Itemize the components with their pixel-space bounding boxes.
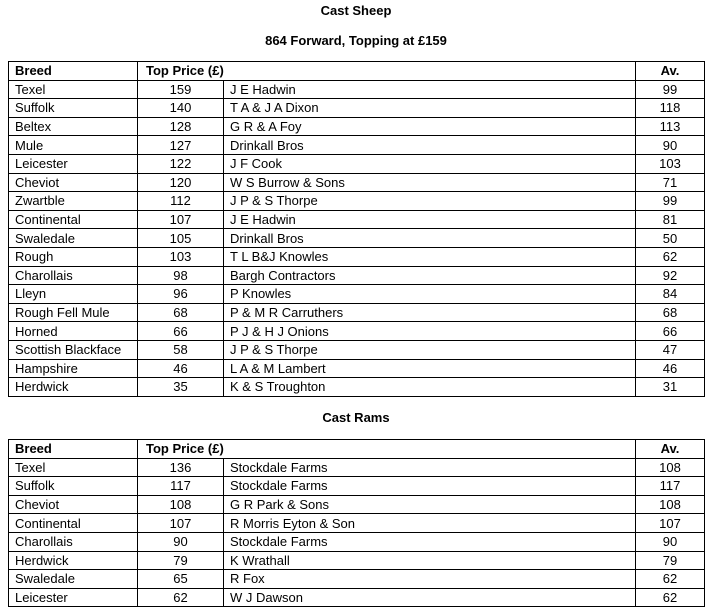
top-price-cell: 136 (138, 458, 224, 477)
top-price-cell: 66 (138, 322, 224, 341)
table-row (9, 136, 705, 155)
average-cell: 84 (636, 285, 705, 304)
breed-cell: Rough Fell Mule (9, 303, 138, 322)
buyer-cell: Drinkall Bros (224, 229, 636, 248)
buyer-cell: Drinkall Bros (224, 136, 636, 155)
buyer-cell: K Wrathall (224, 551, 636, 570)
buyer-cell: T L B&J Knowles (224, 247, 636, 266)
breed-cell: Hampshire (9, 359, 138, 378)
buyer-cell: L A & M Lambert (224, 359, 636, 378)
table-row (9, 588, 705, 607)
top-price-cell: 65 (138, 570, 224, 589)
table-row (9, 378, 705, 397)
average-cell: 90 (636, 532, 705, 551)
breed-cell: Leicester (9, 154, 138, 173)
header-average: Av. (636, 440, 705, 459)
top-price-cell: 159 (138, 80, 224, 99)
cast-rams-table (8, 439, 705, 607)
buyer-cell: J F Cook (224, 154, 636, 173)
top-price-cell: 68 (138, 303, 224, 322)
top-price-cell: 90 (138, 532, 224, 551)
top-price-cell: 46 (138, 359, 224, 378)
buyer-cell: R Morris Eyton & Son (224, 514, 636, 533)
average-cell: 71 (636, 173, 705, 192)
average-cell: 50 (636, 229, 705, 248)
buyer-cell: T A & J A Dixon (224, 99, 636, 118)
header-buyer (224, 62, 636, 81)
table-row (9, 340, 705, 359)
table-header-row (9, 62, 705, 81)
top-price-cell: 107 (138, 514, 224, 533)
average-cell: 92 (636, 266, 705, 285)
buyer-cell: J E Hadwin (224, 80, 636, 99)
cast-rams-title: Cast Rams (322, 410, 390, 425)
breed-cell: Swaledale (9, 570, 138, 589)
average-cell: 62 (636, 247, 705, 266)
top-price-cell: 122 (138, 154, 224, 173)
top-price-cell: 79 (138, 551, 224, 570)
header-buyer (224, 440, 636, 459)
table-row (9, 80, 705, 99)
top-price-cell: 112 (138, 192, 224, 211)
cast-sheep-rows (9, 80, 705, 396)
breed-cell: Zwartble (9, 192, 138, 211)
breed-cell: Suffolk (9, 99, 138, 118)
table-row (9, 117, 705, 136)
table-row (9, 247, 705, 266)
table-row (9, 477, 705, 496)
average-cell: 99 (636, 192, 705, 211)
table-row (9, 173, 705, 192)
average-cell: 107 (636, 514, 705, 533)
table-row (9, 192, 705, 211)
breed-cell: Leicester (9, 588, 138, 607)
table-row (9, 514, 705, 533)
breed-cell: Lleyn (9, 285, 138, 304)
average-cell: 81 (636, 210, 705, 229)
average-cell: 108 (636, 458, 705, 477)
average-cell: 66 (636, 322, 705, 341)
top-price-cell: 140 (138, 99, 224, 118)
average-cell: 108 (636, 495, 705, 514)
table-row (9, 570, 705, 589)
breed-cell: Horned (9, 322, 138, 341)
buyer-cell: J P & S Thorpe (224, 192, 636, 211)
header-average: Av. (636, 62, 705, 81)
buyer-cell: P Knowles (224, 285, 636, 304)
average-cell: 113 (636, 117, 705, 136)
breed-cell: Texel (9, 80, 138, 99)
top-price-cell: 35 (138, 378, 224, 397)
average-cell: 62 (636, 588, 705, 607)
cast-sheep-table (8, 61, 705, 397)
breed-cell: Suffolk (9, 477, 138, 496)
cast-sheep-subtitle: 864 Forward, Topping at £159 (265, 33, 447, 48)
breed-cell: Charollais (9, 266, 138, 285)
header-top-price: Top Price (£) (138, 62, 224, 81)
breed-cell: Beltex (9, 117, 138, 136)
buyer-cell: Bargh Contractors (224, 266, 636, 285)
buyer-cell: R Fox (224, 570, 636, 589)
breed-cell: Rough (9, 247, 138, 266)
table-row (9, 154, 705, 173)
breed-cell: Texel (9, 458, 138, 477)
average-cell: 118 (636, 99, 705, 118)
buyer-cell: Stockdale Farms (224, 458, 636, 477)
table-row (9, 532, 705, 551)
top-price-cell: 98 (138, 266, 224, 285)
average-cell: 117 (636, 477, 705, 496)
top-price-cell: 105 (138, 229, 224, 248)
table-header-row (9, 440, 705, 459)
header-breed: Breed (9, 62, 138, 81)
table-row (9, 495, 705, 514)
average-cell: 68 (636, 303, 705, 322)
table-row (9, 229, 705, 248)
buyer-cell: P & M R Carruthers (224, 303, 636, 322)
header-breed: Breed (9, 440, 138, 459)
breed-cell: Mule (9, 136, 138, 155)
buyer-cell: P J & H J Onions (224, 322, 636, 341)
buyer-cell: G R & A Foy (224, 117, 636, 136)
breed-cell: Continental (9, 210, 138, 229)
average-cell: 47 (636, 340, 705, 359)
cast-sheep-title: Cast Sheep (320, 3, 392, 18)
buyer-cell: W J Dawson (224, 588, 636, 607)
average-cell: 99 (636, 80, 705, 99)
top-price-cell: 58 (138, 340, 224, 359)
breed-cell: Swaledale (9, 229, 138, 248)
average-cell: 46 (636, 359, 705, 378)
top-price-cell: 108 (138, 495, 224, 514)
buyer-cell: Stockdale Farms (224, 477, 636, 496)
table-row (9, 359, 705, 378)
buyer-cell: K & S Troughton (224, 378, 636, 397)
table-row (9, 303, 705, 322)
top-price-cell: 128 (138, 117, 224, 136)
top-price-cell: 103 (138, 247, 224, 266)
top-price-cell: 107 (138, 210, 224, 229)
average-cell: 62 (636, 570, 705, 589)
breed-cell: Cheviot (9, 495, 138, 514)
cast-rams-rows (9, 458, 705, 607)
buyer-cell: W S Burrow & Sons (224, 173, 636, 192)
average-cell: 90 (636, 136, 705, 155)
average-cell: 79 (636, 551, 705, 570)
table-row (9, 458, 705, 477)
table-row (9, 99, 705, 118)
top-price-cell: 117 (138, 477, 224, 496)
top-price-cell: 96 (138, 285, 224, 304)
average-cell: 31 (636, 378, 705, 397)
breed-cell: Scottish Blackface (9, 340, 138, 359)
top-price-cell: 127 (138, 136, 224, 155)
breed-cell: Herdwick (9, 551, 138, 570)
top-price-cell: 120 (138, 173, 224, 192)
buyer-cell: J P & S Thorpe (224, 340, 636, 359)
buyer-cell: J E Hadwin (224, 210, 636, 229)
table-row (9, 285, 705, 304)
buyer-cell: G R Park & Sons (224, 495, 636, 514)
table-row (9, 210, 705, 229)
breed-cell: Herdwick (9, 378, 138, 397)
breed-cell: Cheviot (9, 173, 138, 192)
table-row (9, 322, 705, 341)
top-price-cell: 62 (138, 588, 224, 607)
table-row (9, 266, 705, 285)
breed-cell: Charollais (9, 532, 138, 551)
header-top-price: Top Price (£) (138, 440, 224, 459)
average-cell: 103 (636, 154, 705, 173)
breed-cell: Continental (9, 514, 138, 533)
table-row (9, 551, 705, 570)
buyer-cell: Stockdale Farms (224, 532, 636, 551)
